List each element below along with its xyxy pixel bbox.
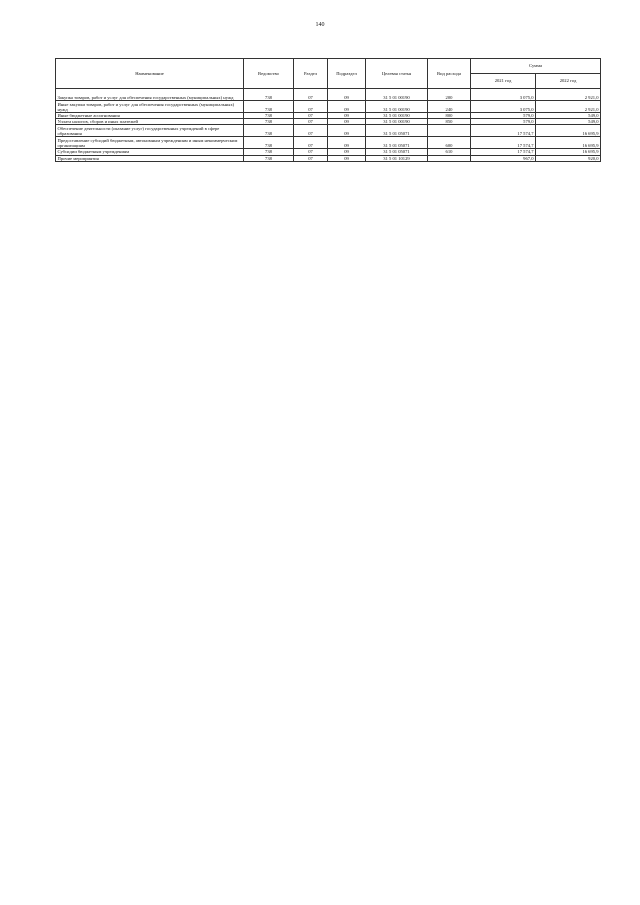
header-year-2: 2022 год [536,74,601,89]
cell-csr: 31 5 01 00190 [366,89,428,101]
cell-vr: 800 [428,113,471,119]
cell-name: Субсидии бюджетным учреждениям [56,149,244,155]
cell-rz: 07 [294,155,328,161]
cell-csr: 31 5 01 10129 [366,155,428,161]
cell-pr: 09 [328,113,366,119]
header-name: Наименование [56,59,244,89]
page-number: 140 [315,22,325,28]
header-year-1: 2021 год [471,74,536,89]
cell-rz: 07 [294,119,328,125]
cell-ved: 738 [244,149,294,155]
cell-s2: 549,0 [536,113,601,119]
cell-s2: 2 921,0 [536,89,601,101]
cell-s2: 16 695,9 [536,149,601,155]
cell-name: Прочие мероприятия [56,155,244,161]
cell-s2: 2 921,0 [536,101,601,113]
cell-ved: 738 [244,89,294,101]
cell-name: Иные закупки товаров, работ и услуг для обеспечения государственных (муниципальных) нужд [56,101,244,113]
cell-pr: 09 [328,119,366,125]
cell-s1: 3 075,0 [471,101,536,113]
cell-s1: 17 574,7 [471,149,536,155]
cell-s2: 16 695,9 [536,125,601,137]
cell-s1: 3 075,0 [471,89,536,101]
cell-vr [428,125,471,137]
cell-ved: 738 [244,101,294,113]
header-csr: Целевая статья [366,59,428,89]
cell-rz: 07 [294,149,328,155]
cell-vr: 200 [428,89,471,101]
cell-name: Уплата налогов, сборов и иных платежей [56,119,244,125]
cell-s1: 17 574,7 [471,137,536,149]
cell-vr: 610 [428,149,471,155]
cell-s1: 579,0 [471,119,536,125]
cell-ved: 738 [244,113,294,119]
header-razdel: Раздел [294,59,328,89]
table-body [56,89,601,162]
header-podrazdel: Подраздел [328,59,366,89]
cell-s1: 967,0 [471,155,536,161]
cell-pr: 09 [328,125,366,137]
cell-rz: 07 [294,113,328,119]
cell-vr: 850 [428,119,471,125]
cell-s2: 549,0 [536,119,601,125]
cell-vr: 240 [428,101,471,113]
table-row [56,89,601,101]
cell-csr: 31 5 01 00190 [366,101,428,113]
cell-name: Иные бюджетные ассигнования [56,113,244,119]
header-vr: Вид расхода [428,59,471,89]
cell-rz: 07 [294,89,328,101]
cell-s1: 579,0 [471,113,536,119]
cell-pr: 09 [328,137,366,149]
cell-name: Закупка товаров, работ и услуг для обеспечения государственных (муниципальных) нужд [56,89,244,101]
cell-pr: 09 [328,149,366,155]
header-summa: Сумма [471,59,601,74]
table-row [56,137,601,149]
cell-csr: 31 5 01 00190 [366,113,428,119]
cell-vr: 600 [428,137,471,149]
cell-s2: 16 695,9 [536,137,601,149]
cell-ved: 738 [244,137,294,149]
cell-rz: 07 [294,125,328,137]
cell-rz: 07 [294,137,328,149]
cell-csr: 31 5 01 05071 [366,125,428,137]
cell-s2: 920,0 [536,155,601,161]
cell-csr: 31 5 01 05071 [366,137,428,149]
cell-ved: 738 [244,155,294,161]
cell-rz: 07 [294,101,328,113]
header-ved: Ведомство [244,59,294,89]
cell-ved: 738 [244,119,294,125]
table-row [56,125,601,137]
table-row [56,101,601,113]
cell-vr [428,155,471,161]
budget-table [55,58,601,162]
cell-csr: 31 5 01 05071 [366,149,428,155]
cell-pr: 09 [328,155,366,161]
cell-ved: 738 [244,125,294,137]
cell-s1: 17 574,7 [471,125,536,137]
cell-pr: 09 [328,89,366,101]
cell-pr: 09 [328,101,366,113]
cell-csr: 31 5 01 00190 [366,119,428,125]
cell-name: Обеспечение деятельности (оказание услуг) государственных учреждений в сфере образования [56,125,244,137]
cell-name: Предоставление субсидий бюджетным, автономным учреждениям и иным некоммерческим организациям [56,137,244,149]
table-row [56,155,601,161]
